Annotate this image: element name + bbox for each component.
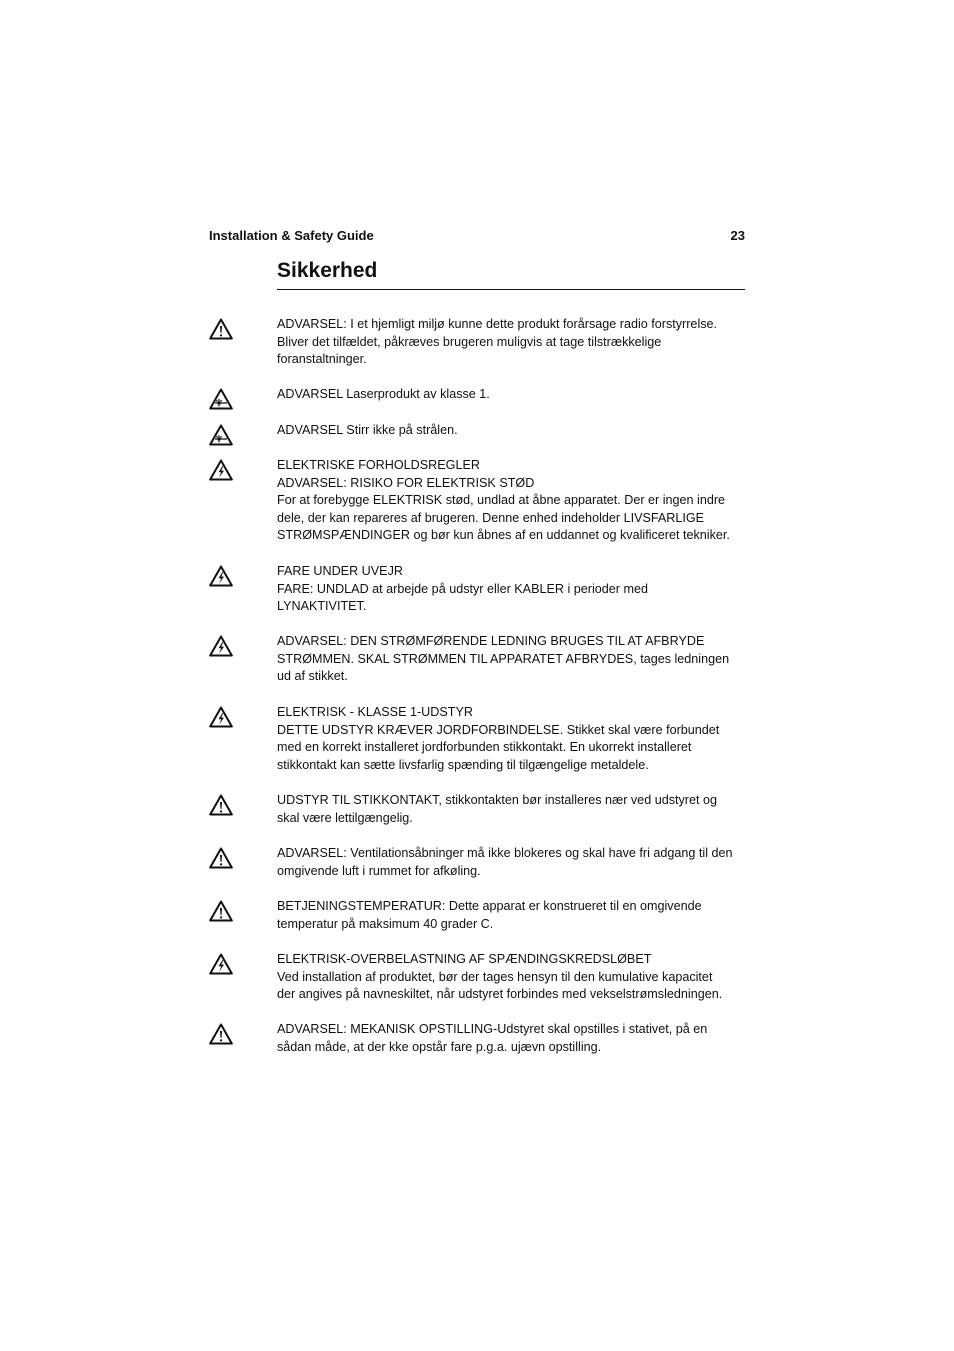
electric-shock-icon — [209, 953, 233, 975]
text-line: ADVARSEL: MEKANISK OPSTILLING-Udstyret skal opstilles i stativet, på en — [277, 1022, 708, 1036]
warning-icon — [209, 900, 233, 922]
text-line: foranstaltninger. — [277, 352, 367, 367]
text-line: STRØMSPÆNDINGER og bør kun åbnes af en uddannet og kvalificeret tekniker. — [277, 528, 730, 543]
safety-item-text — [277, 951, 747, 1004]
text-line: sådan måde, at der kke opstår fare p.g.a. ujævn opstilling. — [277, 1039, 602, 1054]
safety-item-text — [277, 386, 747, 404]
safety-item-text — [277, 845, 747, 880]
text-line: DETTE UDSTYR KRÆVER JORDFORBINDELSE. Stikket skal være forbundet — [277, 722, 720, 737]
safety-item-text — [277, 1021, 747, 1056]
text-line: der angives på navneskiltet, når udstyret forbindes med vekselstrømsledningen. — [277, 987, 723, 1002]
text-line: ADVARSEL Stirr ikke på strålen. — [277, 423, 458, 437]
safety-item-text — [277, 422, 747, 440]
text-line: Ved installation af produktet, bør der tages hensyn til den kumulative kapacitet — [277, 969, 713, 984]
electric-shock-icon — [209, 459, 233, 481]
laser-warning-icon — [209, 388, 233, 410]
text-line: dele, der kan repareres af brugeren. Denne enhed indeholder LIVSFARLIGE — [277, 510, 705, 525]
warning-icon — [209, 847, 233, 869]
text-line: FARE: UNDLAD at arbejde på udstyr eller KABLER i perioder med — [277, 581, 648, 596]
warning-icon — [209, 794, 233, 816]
text-line: LYNAKTIVITET. — [277, 599, 367, 614]
text-line: ADVARSEL: DEN STRØMFØRENDE LEDNING BRUGES TIL AT AFBRYDE — [277, 634, 705, 648]
text-line: FARE UNDER UVEJR — [277, 564, 403, 578]
safety-item-text — [277, 792, 747, 827]
text-line: ELEKTRISK-OVERBELASTNING AF SPÆNDINGSKREDSLØBET — [277, 952, 652, 966]
text-line: UDSTYR TIL STIKKONTAKT, stikkontakten bør installeres nær ved udstyret og — [277, 793, 717, 807]
text-line: temperatur på maksimum 40 grader C. — [277, 916, 494, 931]
safety-item-text — [277, 316, 747, 369]
text-line: ELEKTRISK - KLASSE 1-UDSTYR — [277, 705, 473, 719]
text-line: skal være lettilgængelig. — [277, 810, 413, 825]
text-line: For at forebygge ELEKTRISK stød, undlad at åbne apparatet. Der er ingen indre — [277, 493, 726, 508]
section-title: Sikkerhed — [277, 259, 745, 290]
safety-item-text — [277, 457, 747, 545]
text-line: ud af stikket. — [277, 669, 348, 684]
warning-icon — [209, 318, 233, 340]
safety-item-text — [277, 633, 747, 686]
text-line: ELEKTRISKE FORHOLDSREGLER — [277, 458, 480, 472]
electric-shock-icon — [209, 565, 233, 587]
guide-title: Installation & Safety Guide — [209, 228, 374, 243]
safety-item-text — [277, 898, 747, 933]
text-line: omgivende luft i rummet for afkøling. — [277, 863, 481, 878]
text-line: BETJENINGSTEMPERATUR: Dette apparat er konstrueret til en omgivende — [277, 899, 702, 913]
text-line: stikkontakt kan sætte livsfarlig spænding til tilgængelige metaldele. — [277, 757, 649, 772]
safety-item-text — [277, 704, 747, 774]
electric-shock-icon — [209, 706, 233, 728]
text-line: ADVARSEL: RISIKO FOR ELEKTRISK STØD — [277, 475, 535, 490]
page-number: 23 — [730, 228, 745, 243]
safety-item-text — [277, 563, 747, 616]
text-line: ADVARSEL: Ventilationsåbninger må ikke blokeres og skal have fri adgang til den — [277, 846, 733, 860]
electric-shock-icon — [209, 635, 233, 657]
laser-warning-icon — [209, 424, 233, 446]
text-line: STRØMMEN. SKAL STRØMMEN TIL APPARATET AFBRYDES, tages ledningen — [277, 651, 730, 666]
text-line: med en korrekt installeret jordforbunden stikkontakt. En ukorrekt installeret — [277, 740, 692, 755]
warning-icon — [209, 1023, 233, 1045]
text-line: ADVARSEL Laserprodukt av klasse 1. — [277, 387, 490, 401]
text-line: ADVARSEL: I et hjemligt miljø kunne dette produkt forårsage radio forstyrrelse. — [277, 317, 718, 331]
page-header — [209, 228, 745, 246]
text-line: Bliver det tilfældet, påkræves brugeren muligvis at tage tilstrækkelige — [277, 334, 662, 349]
